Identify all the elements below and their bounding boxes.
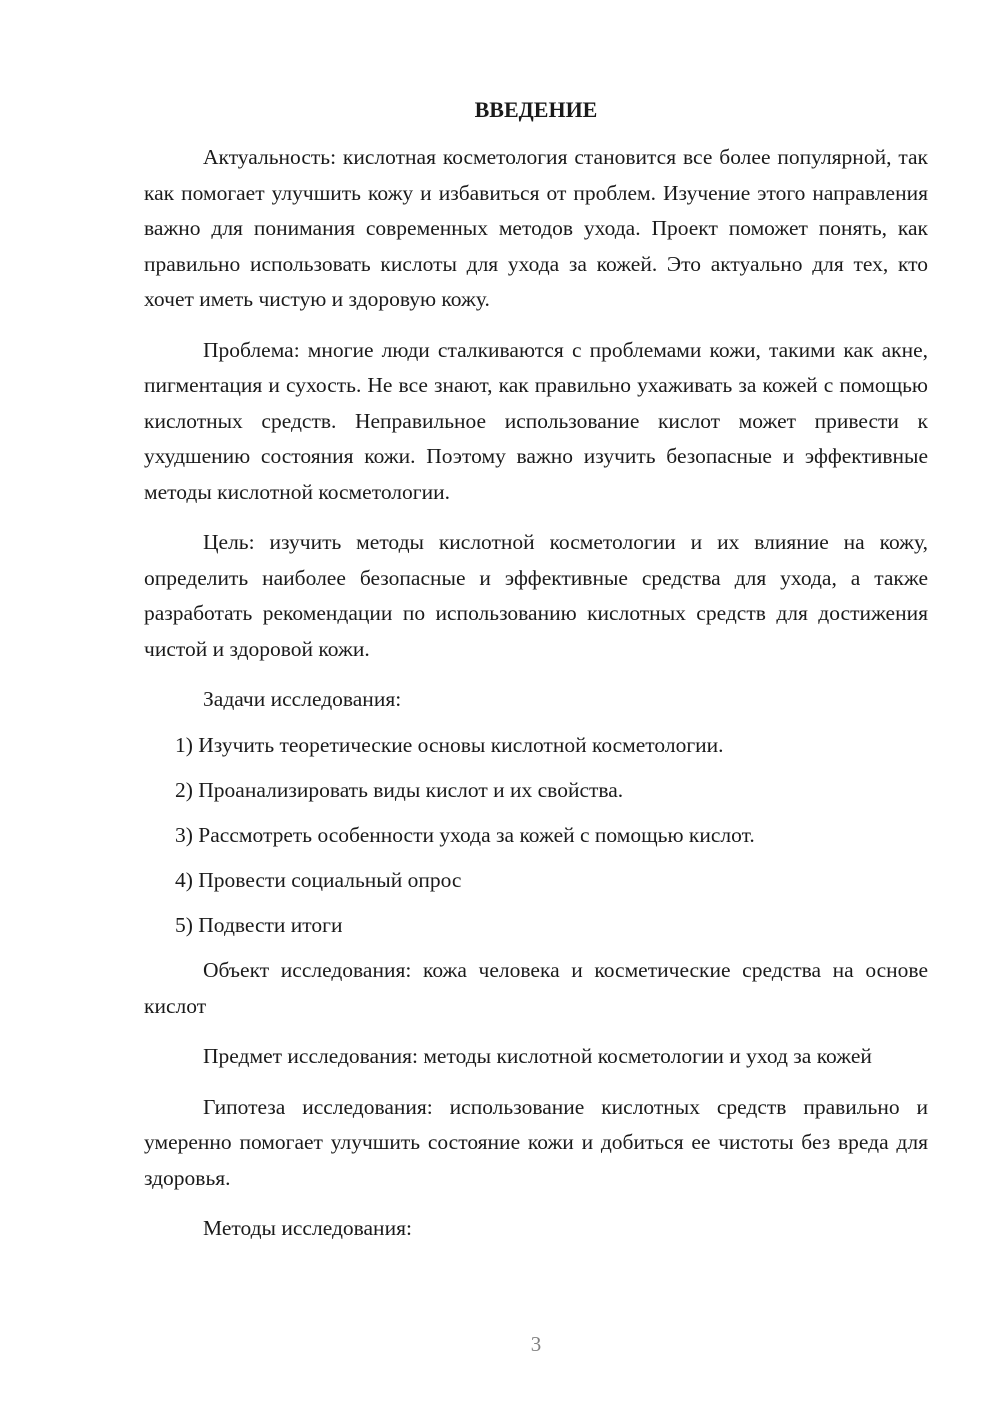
- methods-title: Методы исследования:: [203, 1216, 412, 1240]
- subject-paragraph: Предмет исследования: методы кислотной косметологии и уход за кожей: [203, 1044, 872, 1068]
- hypothesis-paragraph: Гипотеза исследования: использование кислотных средств правильно и умеренно помогает улучшить состояние кожи и добиться ее чистоты без вреда для здоровья.: [144, 1094, 928, 1190]
- list-item: 4) Провести социальный опрос: [175, 867, 462, 892]
- document-page: [144, 92, 928, 1257]
- problem-paragraph: Проблема: многие люди сталкиваются с проблемами кожи, такими как акне, пигментация и сухость. Не все знают, как правильно ухаживать за кожей с помощью кислотных средств. Неправильное использование кислот может привести к ухудшению состояния кожи. Поэтому важно изучить безопасные и эффективные методы кислотной косметологии.: [144, 337, 928, 504]
- list-item: 5) Подвести итоги: [175, 912, 343, 937]
- relevance-paragraph: Актуальность: кислотная косметология становится все более популярной, так как помогает улучшить кожу и избавиться от проблем. Изучение этого направления важно для понимания современных методов ухода. Проект поможет понять, как правильно использовать кислоты для ухода за кожей. Это актуально для тех, кто хочет иметь чистую и здоровую кожу.: [144, 145, 928, 311]
- list-item: 3) Рассмотреть особенности ухода за кожей с помощью кислот.: [175, 822, 755, 847]
- object-paragraph: Объект исследования: кожа человека и косметические средства на основе кислот: [144, 958, 928, 1018]
- tasks-title: Задачи исследования:: [203, 687, 402, 711]
- section-heading: ВВЕДЕНИЕ: [474, 97, 598, 122]
- page-number: 3: [530, 1332, 542, 1356]
- list-item: 2) Проанализировать виды кислот и их свойства.: [175, 777, 624, 802]
- tasks-list: [144, 728, 928, 944]
- goal-paragraph: Цель: изучить методы кислотной косметологии и их влияние на кожу, определить наиболее безопасные и эффективные средства для ухода, а также разработать рекомендации по использованию кислотных средств для достижения чистой и здоровой кожи.: [144, 530, 928, 661]
- list-item: 1) Изучить теоретические основы кислотной косметологии.: [175, 732, 724, 757]
